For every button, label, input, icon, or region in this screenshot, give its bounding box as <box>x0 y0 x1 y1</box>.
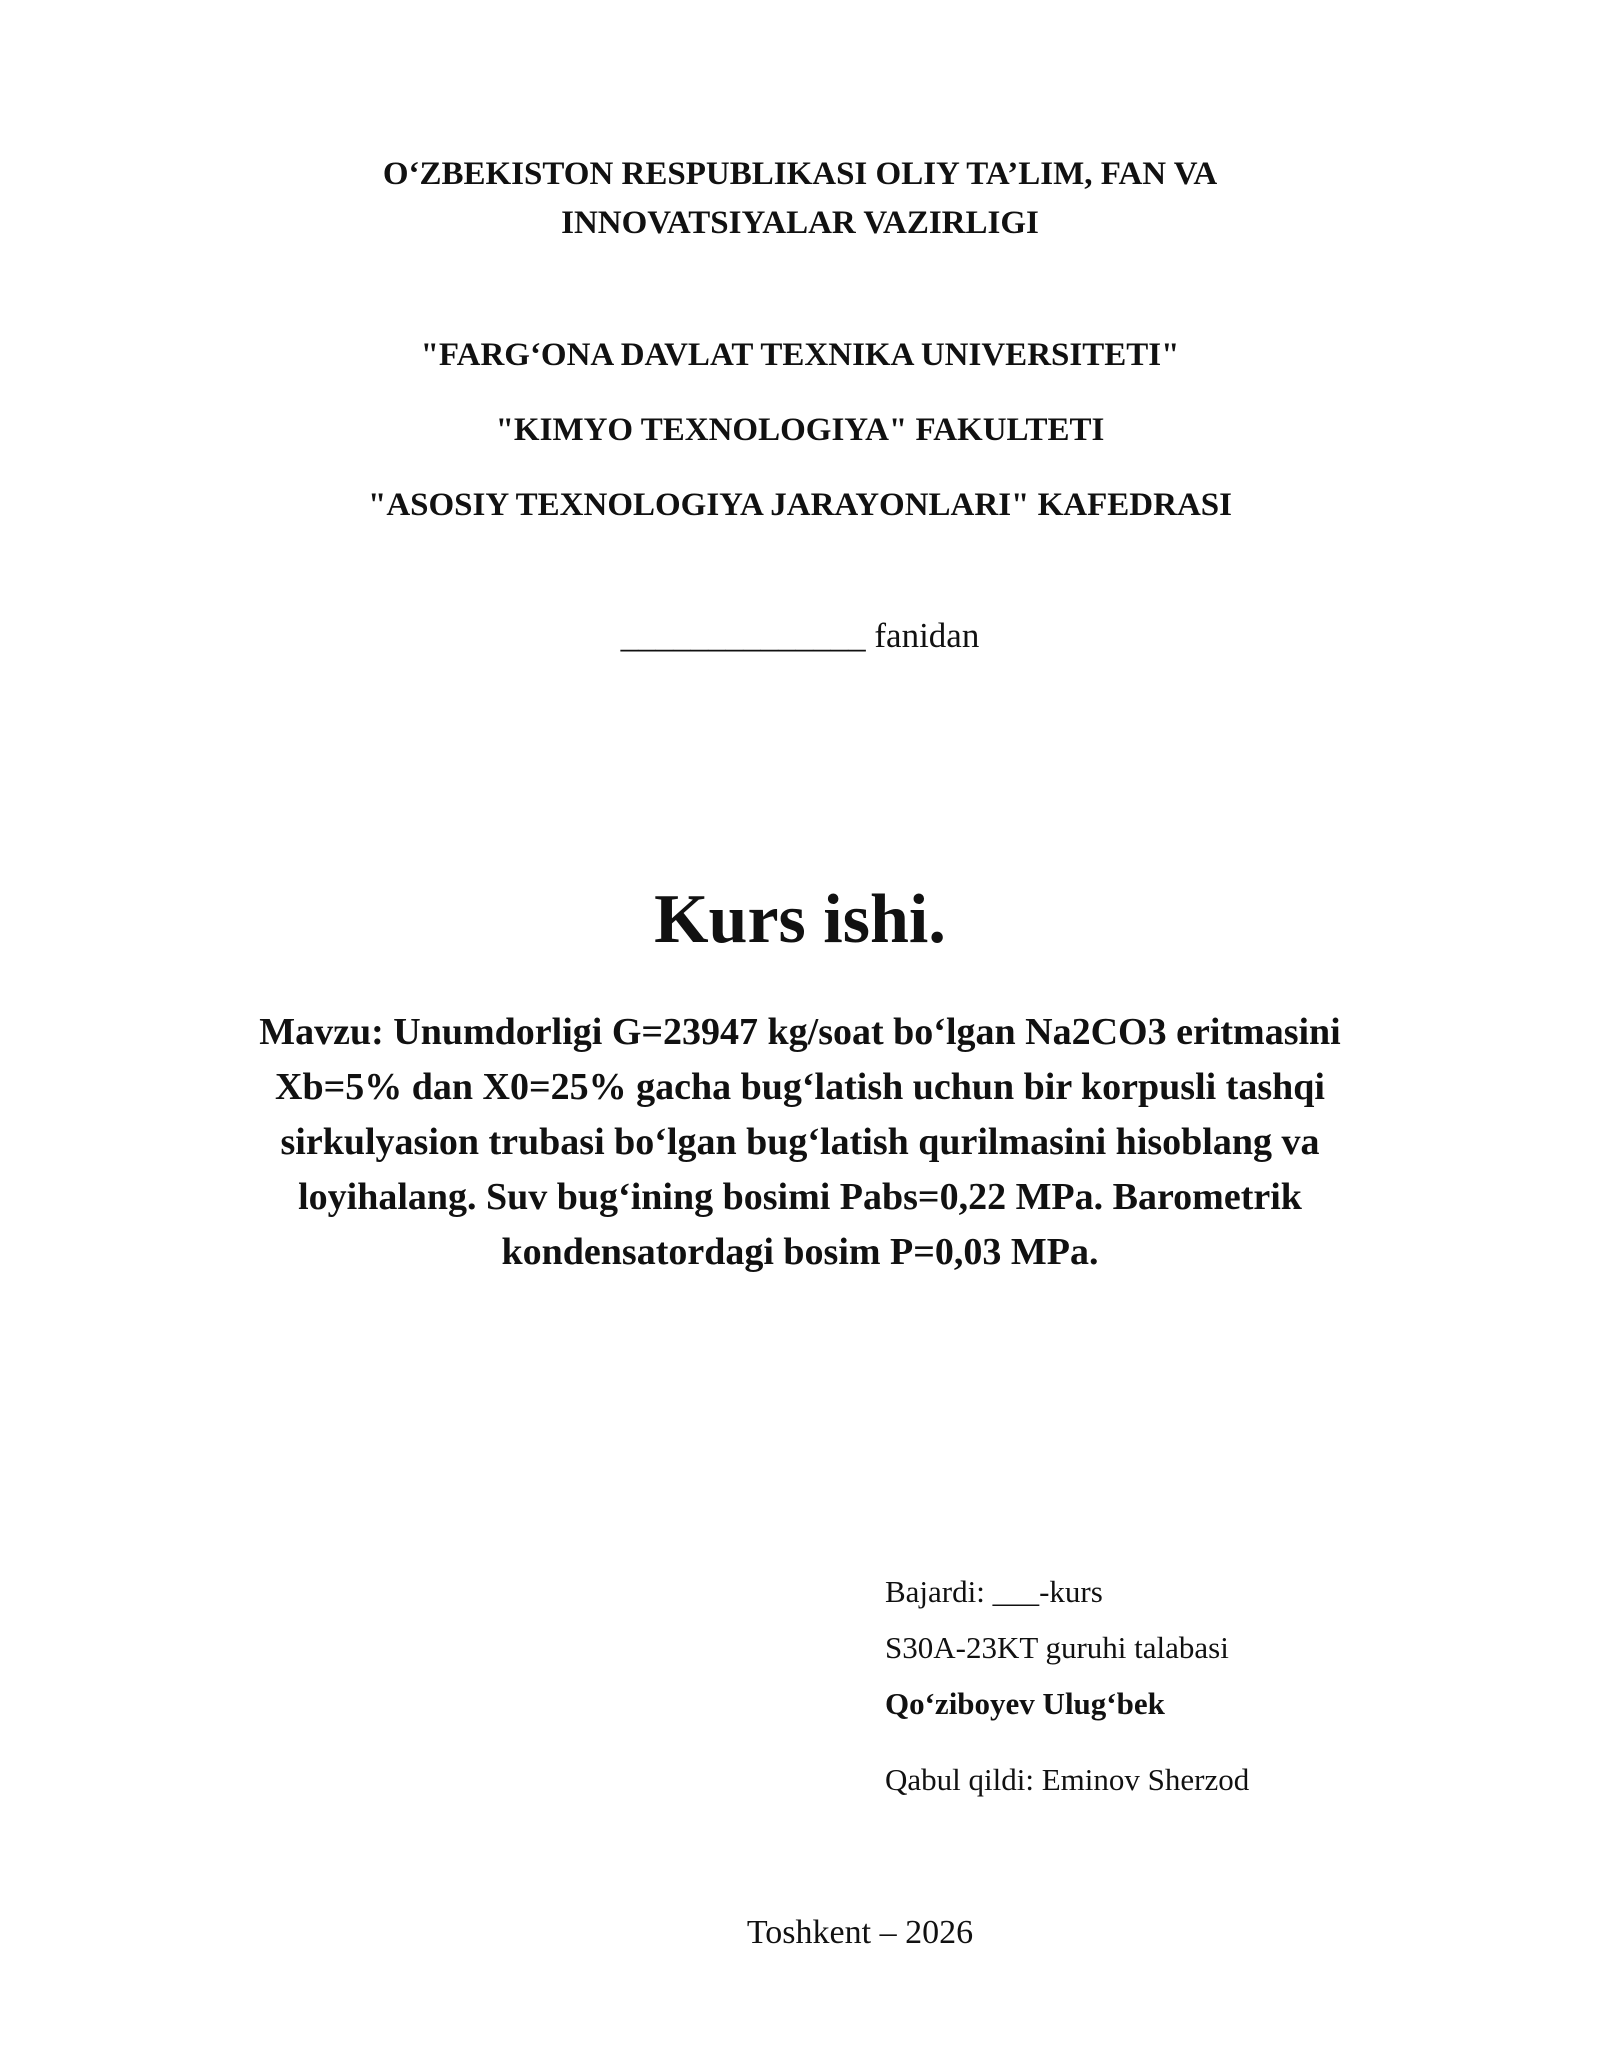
topic-line: kondensatordagi bosim P=0,03 MPa. <box>501 1231 1099 1273</box>
done-by-line: Bajardi: ___-kurs <box>885 1574 1103 1609</box>
topic-line: Mavzu: Unumdorligi G=23947 kg/soat bo‘lgan Na2CO3 eritmasini <box>259 1011 1341 1053</box>
department-name: "ASOSIY TEXNOLOGIYA JARAYONLARI" KAFEDRASI <box>368 487 1232 523</box>
topic-line: loyihalang. Suv bug‘ining bosimi Pabs=0,22 MPa. Barometrik <box>298 1176 1302 1218</box>
group-line: S30A-23KT guruhi talabasi <box>885 1630 1229 1665</box>
faculty-name: "KIMYO TEXNOLOGIYA" FAKULTETI <box>495 412 1105 448</box>
ministry-line-2: INNOVATSIYALAR VAZIRLIGI <box>561 205 1039 241</box>
document-title: Kurs ishi. <box>654 881 946 958</box>
topic-line: Xb=5% dan X0=25% gacha bug‘latish uchun bir korpusli tashqi <box>275 1066 1325 1108</box>
topic-block <box>200 1005 1400 1280</box>
topic-line: sirkulyasion trubasi bo‘lgan bug‘latish qurilmasini hisoblang va <box>280 1121 1320 1163</box>
ministry-line-1: O‘ZBEKISTON RESPUBLIKASI OLIY TA’LIM, FAN VA <box>382 156 1218 192</box>
university-name: "FARG‘ONA DAVLAT TEXNIKA UNIVERSITETI" <box>420 337 1180 373</box>
student-name: Qo‘ziboyev Ulug‘bek <box>885 1686 1165 1721</box>
accepted-by-line: Qabul qildi: Eminov Sherzod <box>885 1762 1250 1797</box>
place-year: Toshkent – 2026 <box>746 1914 974 1951</box>
ministry-heading <box>0 150 1600 248</box>
subject-line: ______________ fanidan <box>620 616 980 655</box>
